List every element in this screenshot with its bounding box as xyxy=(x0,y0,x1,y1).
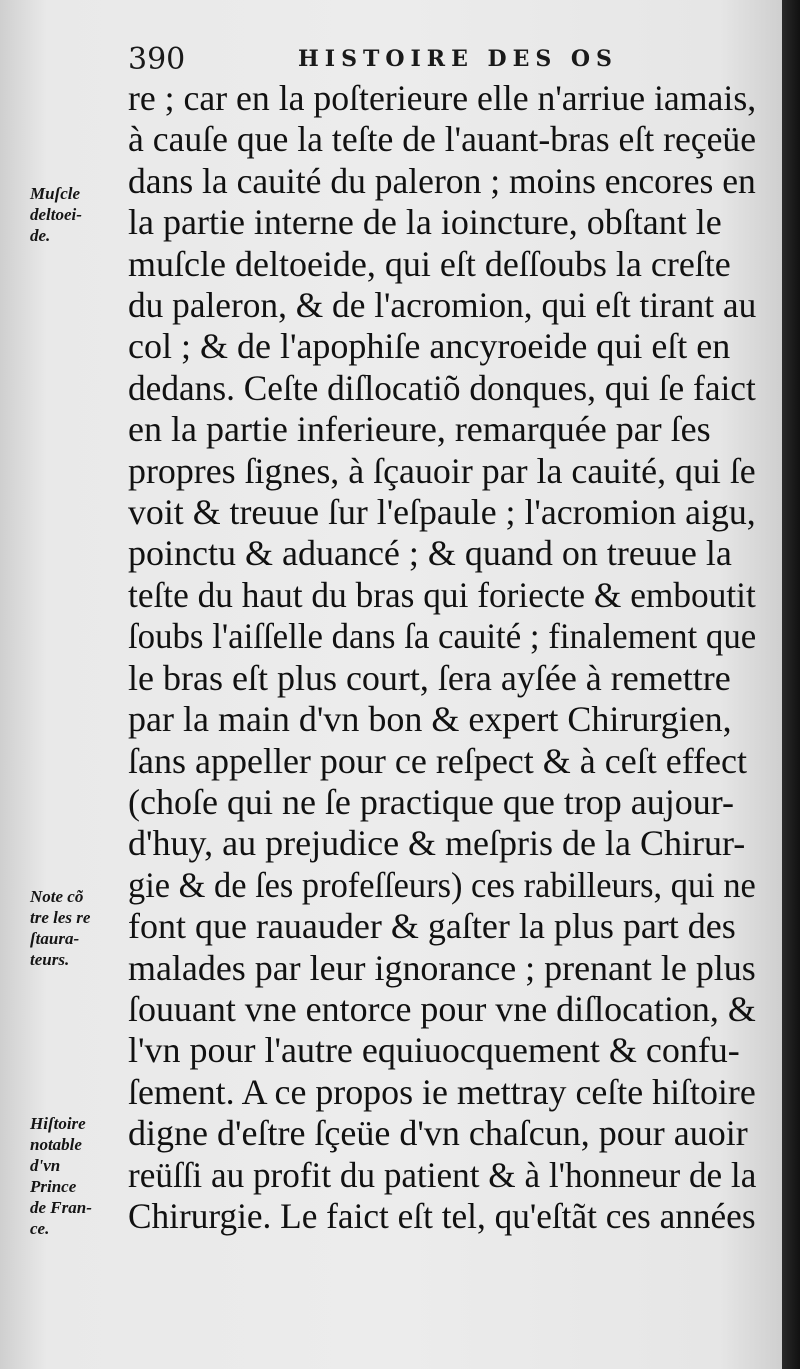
margin-note-line: Prince xyxy=(30,1177,77,1196)
text-line: malades par leur ignorance ; prenant le plus xyxy=(128,947,756,988)
page-edge-shadow xyxy=(782,0,800,1369)
text-line: re ; car en la poſterieure elle n'arriue iamais, xyxy=(128,78,757,118)
text-line: digne d'eſtre ſçeüe d'vn chaſcun, pour auoir xyxy=(128,1113,748,1154)
text-line: reüſſi au profit du patient & à l'honneur de la xyxy=(128,1154,757,1195)
text-line: en la partie inferieure, remarquée par ſes xyxy=(128,409,711,450)
text-line: ſouuant vne entorce pour vne diſlocation, & xyxy=(128,988,756,1029)
margin-note-line: Note cõ xyxy=(30,887,84,906)
text-line: muſcle deltoeide, qui eſt deſſoubs la creſte xyxy=(128,243,731,284)
margin-note-line: ce. xyxy=(30,1219,50,1238)
page-number: 390 xyxy=(128,42,186,77)
text-line: font que rauauder & gaſter la plus part des xyxy=(128,906,736,947)
text-line: (choſe qui ne ſe practique que trop aujour- xyxy=(128,781,735,822)
margin-note-histoire xyxy=(30,1113,128,1239)
text-line: ſans appeller pour ce reſpect & à ceſt effect xyxy=(128,740,747,781)
text-line: du paleron, & de l'acromion, qui eſt tirant au xyxy=(128,285,757,326)
body-text xyxy=(128,78,758,1237)
text-line: teſte du haut du bras qui foriecte & emboutit xyxy=(128,574,756,615)
text-line: à cauſe que la teſte de l'auant-bras eſt reçeüe xyxy=(128,119,757,160)
text-line: le bras eſt plus court, ſera ayſée à remettre xyxy=(128,657,731,698)
margin-note-line: Hiſtoire xyxy=(30,1114,86,1133)
margin-note-line: de. xyxy=(30,226,51,245)
text-line: ſement. A ce propos ie mettray ceſte hiſtoire xyxy=(128,1071,756,1112)
text-line: d'huy, au prejudice & meſpris de la Chirur- xyxy=(128,823,746,864)
text-line: propres ſignes, à ſçauoir par la cauité, qui ſe xyxy=(128,450,756,491)
margin-note-line: ſtaura- xyxy=(30,929,80,948)
margin-note-line: tre les re xyxy=(30,908,91,927)
margin-note-muscle-deltoeide xyxy=(30,183,128,246)
margin-note-line: Muſcle xyxy=(30,184,81,203)
margin-note-line: de Fran- xyxy=(30,1198,92,1217)
margin-note-line: teurs. xyxy=(30,950,70,969)
margin-note-line: deltoei- xyxy=(30,205,82,224)
text-line: Chirurgie. Le faict eſt tel, qu'eſtãt ces années xyxy=(128,1195,756,1236)
page-header xyxy=(128,42,728,82)
text-line: gie & de ſes profeſſeurs) ces rabilleurs, qui ne xyxy=(128,864,756,905)
margin-note-line: d'vn xyxy=(30,1156,61,1175)
margin-note-restaurateurs xyxy=(30,886,128,970)
text-line: poinctu & aduancé ; & quand on treuue la xyxy=(128,533,732,574)
margin-note-line: notable xyxy=(30,1135,82,1154)
text-line: dedans. Ceſte diſlocatiõ donques, qui ſe faict xyxy=(128,367,756,408)
text-line: ſoubs l'aiſſelle dans ſa cauité ; finalement que xyxy=(128,616,757,657)
text-line: par la main d'vn bon & expert Chirurgien, xyxy=(128,699,732,740)
text-line: col ; & de l'apophiſe ancyroeide qui eſt en xyxy=(128,326,731,367)
running-head: HISTOIRE DES OS xyxy=(298,46,618,72)
text-line: dans la cauité du paleron ; moins encores en xyxy=(128,160,756,201)
text-line: la partie interne de la ioincture, obſtant le xyxy=(128,202,722,243)
text-line: l'vn pour l'autre equiuocquement & confu- xyxy=(128,1030,740,1071)
text-line: voit & treuue ſur l'eſpaule ; l'acromion aigu, xyxy=(128,492,756,533)
